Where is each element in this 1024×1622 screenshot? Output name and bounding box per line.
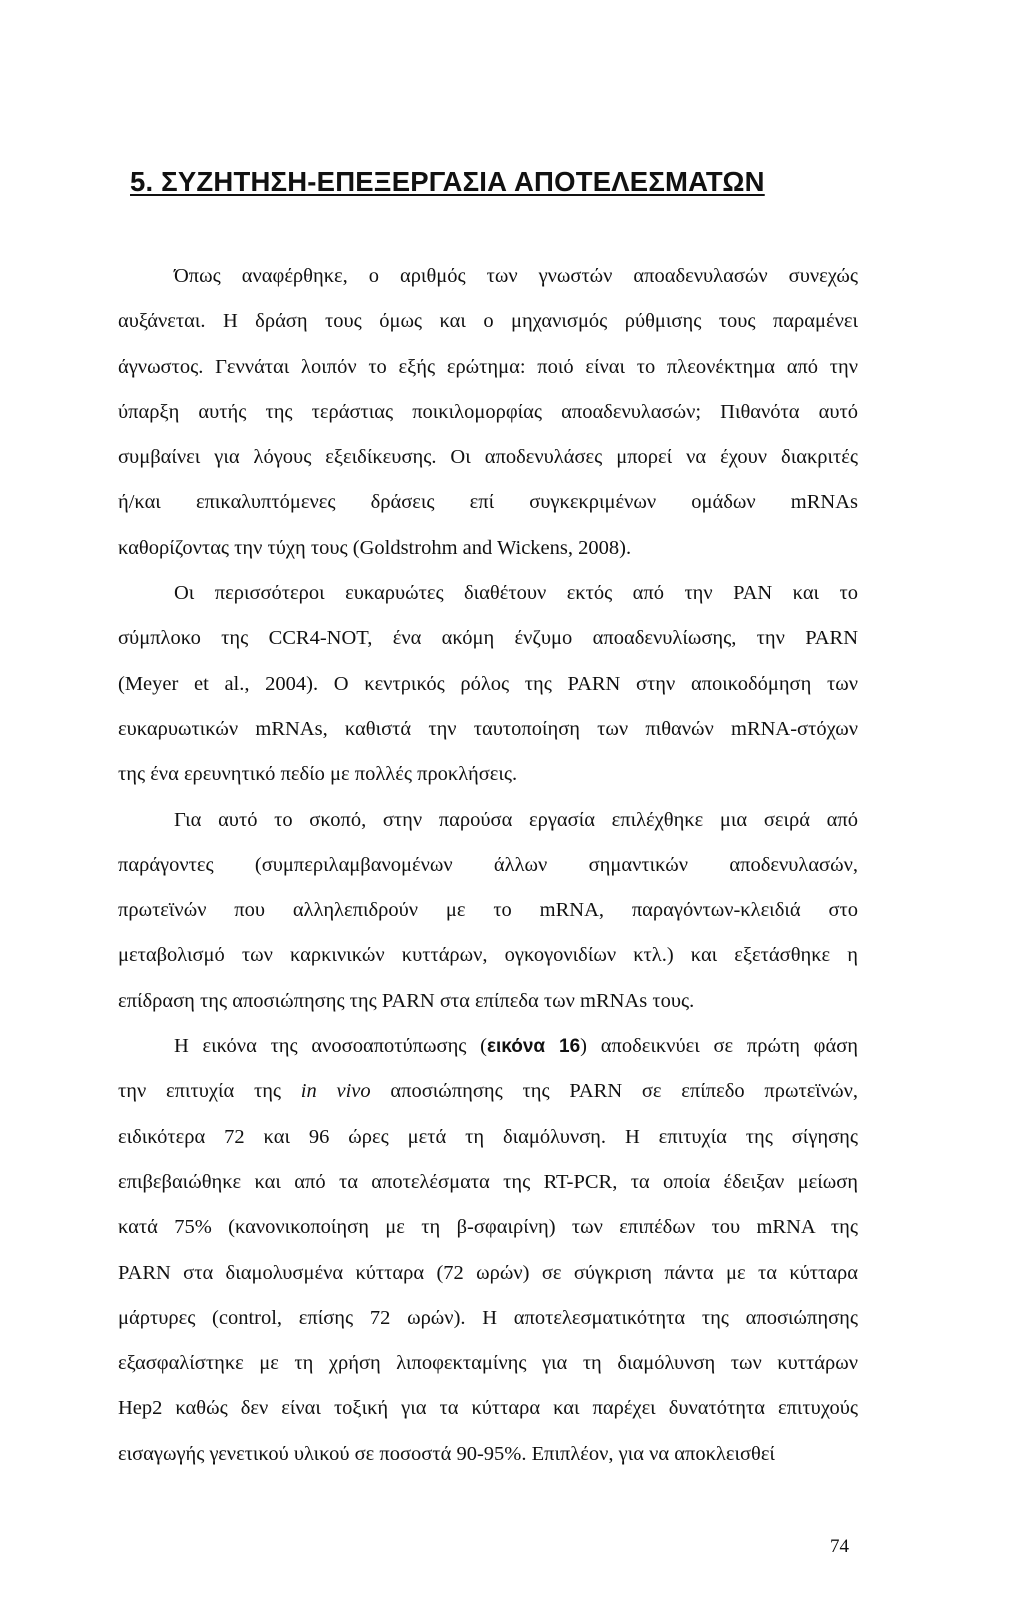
page-number: 74 — [830, 1536, 849, 1557]
paragraph-3 — [118, 798, 858, 1024]
text-line: άγνωστος. Γεννάται λοιπόν το εξής ερώτημα: ποιό είναι το πλεονέκτημα από την — [118, 355, 858, 378]
text-line: Για αυτό το σκοπό, στην παρούσα εργασία επιλέχθηκε μια σειρά από — [174, 808, 858, 831]
paragraph-4 — [118, 1024, 858, 1477]
figure-reference: εικόνα 16 — [487, 1036, 581, 1058]
text-line: την επιτυχία της in vivo αποσιώπησης της PARN σε επίπεδο πρωτεϊνών, — [118, 1080, 858, 1103]
italic-term: in vivo — [300, 1080, 371, 1103]
body-text — [118, 254, 858, 1477]
text-line: Όπως αναφέρθηκε, ο αριθμός των γνωστών αποαδενυλασών συνεχώς — [174, 265, 858, 287]
text-line: Hep2 καθώς δεν είναι τοξική για τα κύτταρα και παρέχει δυνατότητα επιτυχούς — [118, 1397, 858, 1420]
text-line: (Meyer et al., 2004). Ο κεντρικός ρόλος της PARN στην αποικοδόμηση των — [118, 672, 858, 695]
text-line: ύπαρξη αυτής της τεράστιας ποικιλομορφίας αποαδενυλασών; Πιθανότα αυτό — [118, 400, 858, 423]
text-line: καθορίζοντας την τύχη τους (Goldstrohm and Wickens, 2008). — [118, 536, 632, 559]
text-line: εισαγωγής γενετικού υλικού σε ποσοστά 90-95%. Επιπλέον, για να αποκλεισθεί — [118, 1442, 775, 1465]
text-line: της ένα ερευνητικό πεδίο με πολλές προκλήσεις. — [118, 763, 518, 786]
text-fragment: ) αποδεικνύει σε πρώτη φάση — [580, 1035, 859, 1058]
text-line: PARN στα διαμολυσμένα κύτταρα (72 ωρών) σε σύγκριση πάντα με τα κύτταρα — [118, 1261, 858, 1284]
text-line: πρωτεϊνών που αλληλεπιδρούν με το mRNA, παραγόντων-κλειδιά στο — [118, 899, 858, 922]
paragraph-1 — [118, 254, 858, 571]
text-fragment: Η εικόνα της ανοσοαποτύπωσης ( — [174, 1035, 487, 1058]
text-line: κατά 75% (κανονικοποίηση με τη β-σφαιρίνη) των επιπέδων του mRNA της — [118, 1216, 858, 1239]
text-line: εξασφαλίστηκε με τη χρήση λιποφεκταμίνης για τη διαμόλυνση των κυττάρων — [118, 1352, 858, 1375]
text-line: παράγοντες (συμπεριλαμβανομένων άλλων σημαντικών αποδενυλασών, — [118, 853, 858, 876]
text-line: Οι περισσότεροι ευκαρυώτες διαθέτουν εκτός από την PAN και το — [174, 582, 858, 605]
text-line: ευκαρυωτικών mRNAs, καθιστά την ταυτοποίηση των πιθανών mRNA-στόχων — [118, 717, 858, 740]
paragraph-2 — [118, 571, 858, 797]
text-line: μάρτυρες (control, επίσης 72 ωρών). Η αποτελεσματικότητα της αποσιώπησης — [118, 1306, 858, 1329]
text-line: ή/και επικαλυπτόμενες δράσεις επί συγκεκριμένων ομάδων mRNAs — [118, 491, 858, 514]
text-line — [118, 1024, 858, 1069]
text-line: ειδικότερα 72 και 96 ώρες μετά τη διαμόλυνση. Η επιτυχία της σίγησης — [118, 1125, 858, 1148]
text-line: συμβαίνει για λόγους εξειδίκευσης. Οι αποδενυλάσες μπορεί να έχουν διακριτές — [118, 446, 858, 469]
text-line: επιβεβαιώθηκε και από τα αποτελέσματα της RT-PCR, τα οποία έδειξαν μείωση — [118, 1170, 858, 1193]
text-line: αυξάνεται. Η δράση τους όμως και ο μηχανισμός ρύθμισης τους παραμένει — [118, 310, 858, 333]
text-line: σύμπλοκο της CCR4-NOT, ένα ακόμη ένζυμο αποαδενυλίωσης, την PARN — [118, 627, 858, 650]
text-line: επίδραση της αποσιώπησης της PARN στα επίπεδα των mRNAs τους. — [118, 989, 695, 1012]
text-line: μεταβολισμό των καρκινικών κυττάρων, ογκογονιδίων κτλ.) και εξετάσθηκε η — [118, 944, 858, 967]
section-heading: 5. ΣΥΖΗΤΗΣΗ-ΕΠΕΞΕΡΓΑΣΙΑ ΑΠΟΤΕΛΕΣΜΑΤΩΝ — [130, 166, 765, 197]
